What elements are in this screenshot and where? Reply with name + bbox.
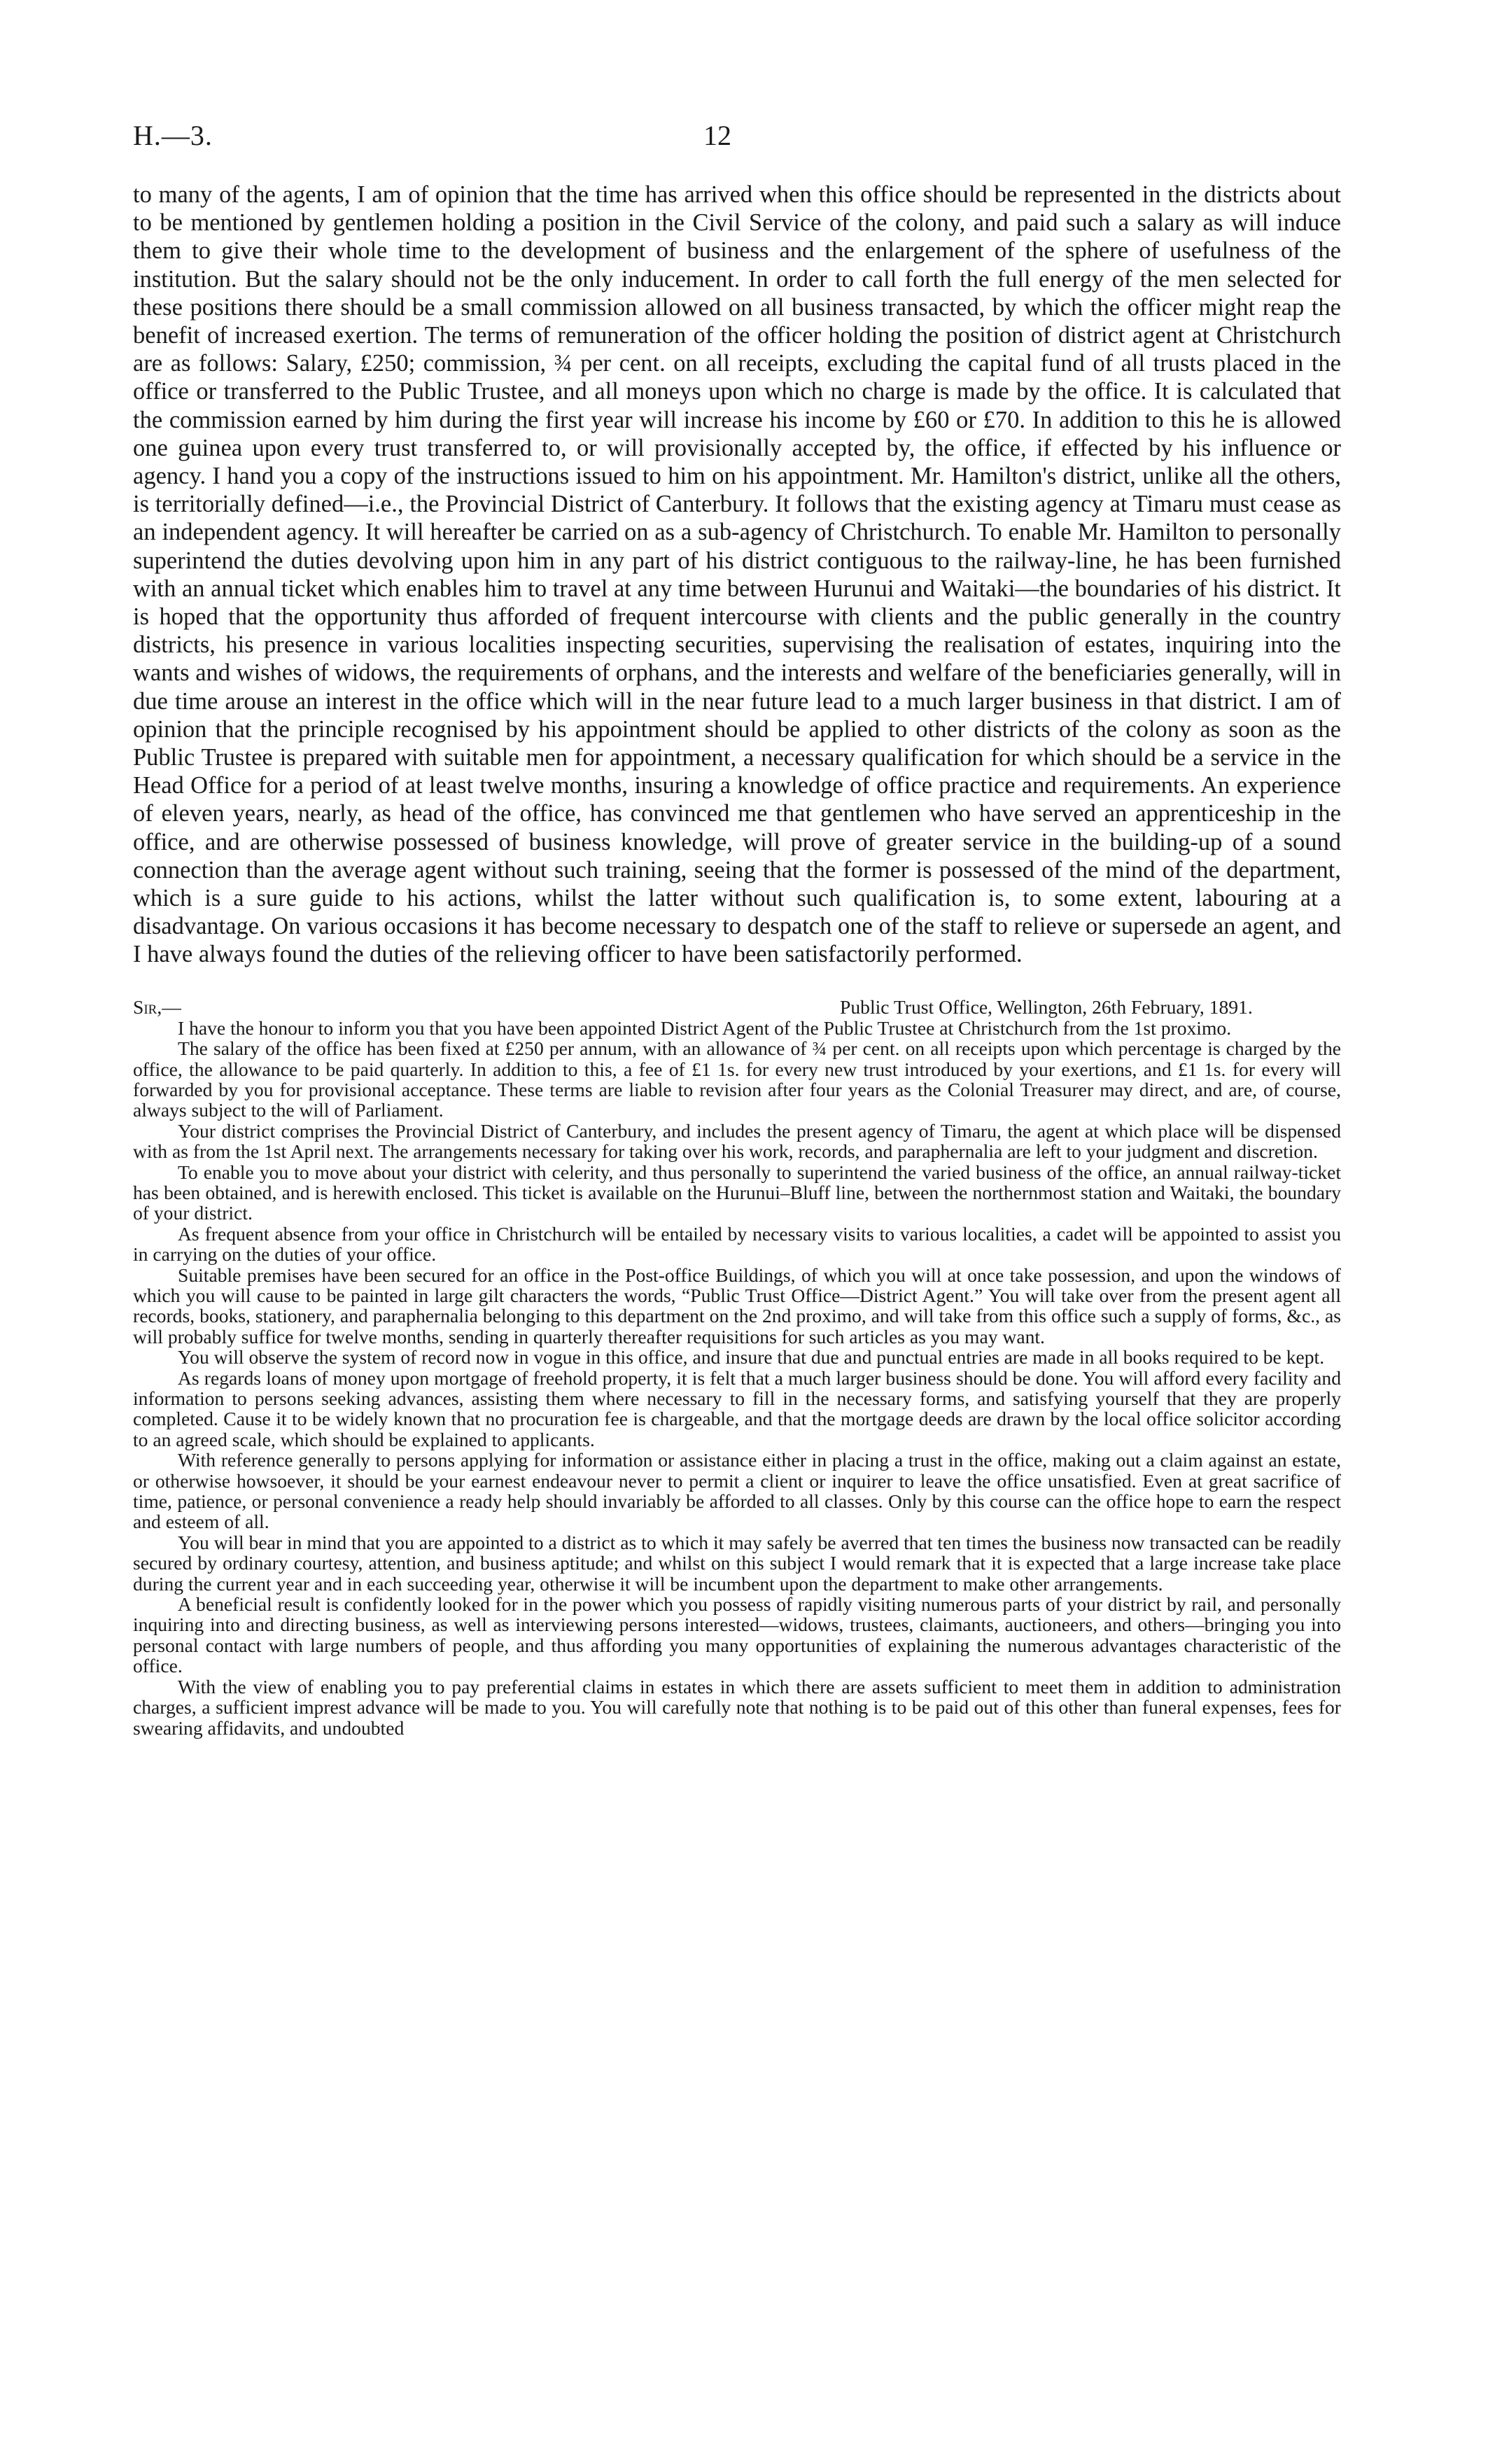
letter-paragraph: As frequent absence from your office in Christchurch will be entailed by necessary visits to various localities, a cadet will be appointed to assist you in carrying on the duties of your office. <box>133 1222 1341 1266</box>
letter-paragraph: Your district comprises the Provincial District of Canterbury, and includes the present agency of Timaru, the agent at which place will be dispensed with as from the 1st April next. The arrangements necessary for taking over his work, records, and paraphernalia are left to your judgment and discretion. <box>133 1119 1341 1163</box>
instruction-letter <box>133 997 1341 1738</box>
body-paragraph: to many of the agents, I am of opinion that the time has arrived when this office should be represented in the districts about to be mentioned by gentlemen holding a position in the Civil Service of the colony, and paid such a salary as will induce them to give their whole time to the development of business and the enlargement of the sphere of usefulness of the institution. But the salary should not be the only inducement. In order to call forth the full energy of the men selected for these positions there should be a small commission allowed on all business transacted, by which the officer might reap the benefit of increased exertion. The terms of remuneration of the officer holding the position of district agent at Christchurch are as follows: Salary, £250; commission, ¾ per cent. on all receipts, excluding the capital fund of all trusts placed in the office or transferred to the Public Trustee, and all moneys upon which no charge is made by the office. It is calculated that the commission earned by him during the first year will increase his income by £60 or £70. In addition to this he is allowed one guinea upon every trust transferred to, or will provisionally accepted by, the office, if effected by his influence or agency. I hand you a copy of the instructions issued to him on his appointment. Mr. Hamilton's district, unlike all the others, is territorially defined—i.e., the Provincial District of Canterbury. It follows that the existing agency at Timaru must cease as an independent agency. It will hereafter be carried on as a sub-agency of Christchurch. To enable Mr. Hamilton to personally superintend the duties devolving upon him in any part of his district contiguous to the railway-line, he has been furnished with an annual ticket which enables him to travel at any time between Hurunui and Waitaki—the boundaries of his district. It is hoped that the opportunity thus afforded of frequent intercourse with clients and the public generally in the country districts, his presence in various localities inspecting securities, supervising the realisation of estates, inquiring into the wants and wishes of widows, the requirements of orphans, and the interests and welfare of the beneficiaries generally, will in due time arouse an interest in the office which will in the near future lead to a much larger business in that district. I am of opinion that the principle recognised by his appointment should be applied to other districts of the colony as soon as the Public Trustee is prepared with suitable men for appointment, a necessary qualification for which should be a service in the Head Office for a period of at least twelve months, insuring a knowledge of office practice and requirements. An experience of eleven years, nearly, as head of the office, has convinced me that gentlemen who have served an apprenticeship in the office, and are otherwise possessed of business knowledge, will prove of greater service in the building-up of a sound connection than the average agent without such training, seeing that the former is possessed of the mind of the department, which is a sure guide to his actions, whilst the latter without such qualification is, to some extent, labouring at a disadvantage. On various occasions it has become necessary to despatch one of the staff to relieve or supersede an agent, and I have always found the duties of the relieving officer to have been satisfactorily performed. <box>133 181 1341 968</box>
page-number: 12 <box>703 120 731 151</box>
letter-paragraph: As regards loans of money upon mortgage of freehold property, it is felt that a much larger business should be done. You will afford every facility and information to persons seeking advances, assisting them where necessary to fill in the necessary forms, and satisfying yourself that they are properly completed. Cause it to be widely known that no procuration fee is chargeable, and that the mortgage deeds are drawn by the local office solicitor according to an agreed scale, which should be explained to applicants. <box>133 1366 1341 1450</box>
letter-paragraph: With reference generally to persons applying for information or assistance either in placing a trust in the office, making out a claim against an estate, or otherwise howsoever, it should be your earnest endeavour never to permit a client or inquirer to leave the office unsatisfied. Even at great sacrifice of time, patience, or personal convenience a ready help should invariably be afforded to all classes. Only by this course can the office hope to earn the respect and esteem of all. <box>133 1449 1341 1533</box>
letter-salutation: Sir,— <box>133 995 181 1018</box>
document-code: H.—3. <box>133 120 213 151</box>
letter-dateline: Public Trust Office, Wellington, 26th February, 1891. <box>840 995 1253 1018</box>
letter-heading <box>133 997 1341 1018</box>
letter-paragraph: You will observe the system of record now in vogue in this office, and insure that due and punctual entries are made in all books required to be kept. <box>178 1346 1325 1368</box>
letter-paragraph: Suitable premises have been secured for an office in the Post-office Buildings, of which you will at once take possession, and upon the windows of which you will cause to be painted in large gilt characters the words, “Public Trust Office—District Agent.” You will take over from the present agent all records, books, stationery, and paraphernalia belonging to this department on the 2nd proximo, and will take from this office such a supply of forms, &c., as will probably suffice for twelve months, sending in quarterly thereafter requisitions for such articles as you may want. <box>133 1264 1341 1348</box>
letter-paragraph: The salary of the office has been fixed at £250 per annum, with an allowance of ¾ per cent. on all receipts upon which percentage is charged by the office, the allowance to be paid quarterly. In addition to this, a fee of £1 1s. for every new trust introduced by your exertions, and £1 1s. for every will forwarded by you for provisional acceptance. These terms are liable to revision after four years as the Colonial Treasurer may direct, and are, of course, always subject to the will of Parliament. <box>133 1037 1341 1121</box>
letter-paragraph: A beneficial result is confidently looked for in the power which you possess of rapidly visiting numerous parts of your district by rail, and personally inquiring into and directing business, as well as interviewing persons interested—widows, trustees, claimants, auctioneers, and others—bringing you into personal contact with large numbers of people, and thus affording you many opportunities of explaining the numerous advantages characteristic of the office. <box>133 1593 1341 1677</box>
letter-paragraph: I have the honour to inform you that you have been appointed District Agent of the Public Trustee at Christchurch from the 1st proximo. <box>178 1016 1232 1039</box>
letter-paragraph: You will bear in mind that you are appointed to a district as to which it may safely be averred that ten times the business now transacted can be readily secured by ordinary courtesy, attention, and business aptitude; and whilst on this subject I would remark that it is expected that a large increase take place during the current year and in each succeeding year, otherwise it will be incumbent upon the department to make other arrangements. <box>133 1531 1341 1595</box>
letter-paragraph: With the view of enabling you to pay preferential claims in estates in which there are assets sufficient to meet them in addition to administration charges, a sufficient imprest advance will be made to you. You will carefully note that nothing is to be paid out of this other than funeral expenses, fees for swearing affidavits, and undoubted <box>133 1675 1341 1739</box>
page-header <box>133 119 1341 161</box>
letter-paragraph: To enable you to move about your district with celerity, and thus personally to superintend the varied business of the office, an annual railway-ticket has been obtained, and is herewith enclosed. This ticket is available on the Hurunui–Bluff line, between the northernmost station and Waitaki, the boundary of your district. <box>133 1161 1341 1224</box>
